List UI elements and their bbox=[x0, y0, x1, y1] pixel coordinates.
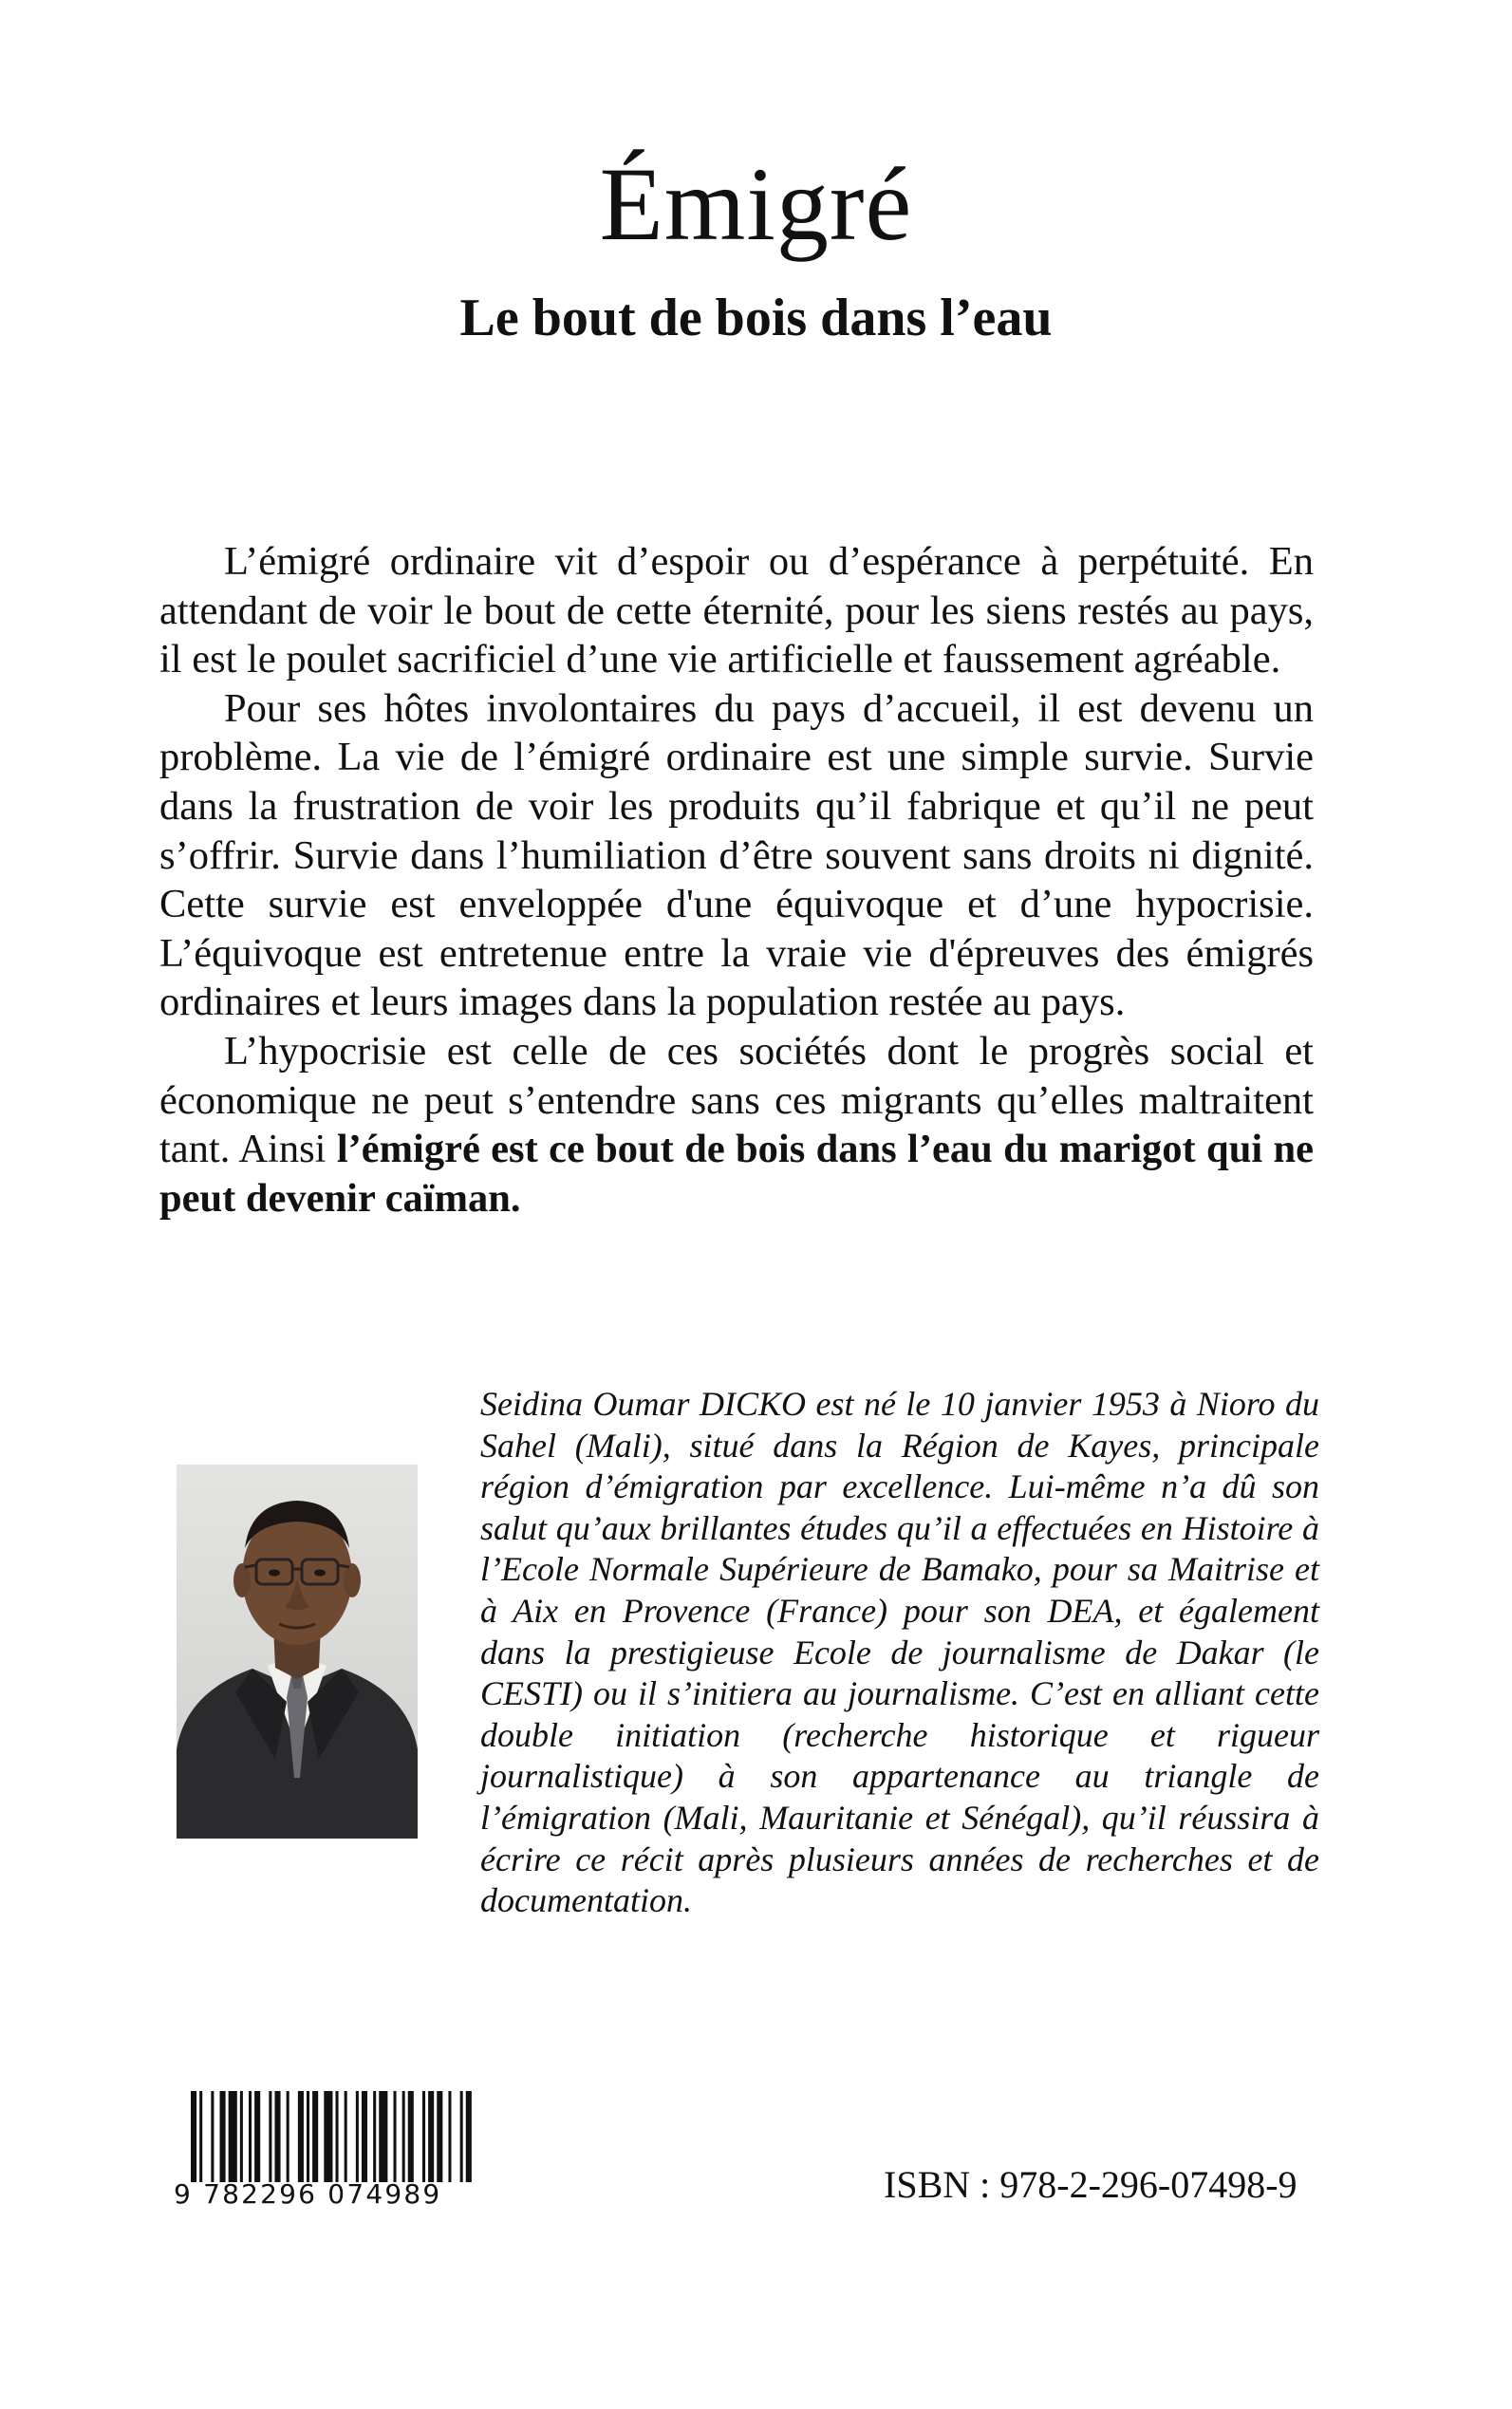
back-cover-blurb bbox=[159, 537, 1314, 1223]
blurb-paragraph-3 bbox=[159, 1027, 1314, 1223]
book-title: Émigré bbox=[599, 146, 913, 262]
isbn-number: ISBN : 978-2-296-07498-9 bbox=[884, 2163, 1297, 2206]
blurb-paragraph-2: Pour ses hôtes involontaires du pays d’accueil, il est devenu un problème. La vie de l’émigré ordinaire est une simple survie. Survie dans la frustration de voir les produits qu’il fabrique et qu’il ne peut s’offrir. Survie dans l’humiliation d’être souvent sans droits ni dignité. Cette survie est enveloppée d'une équivoque et d’une hypocrisie. L’équivoque est entretenue entre la vraie vie d'épreuves des émigrés ordinaires et leurs images dans la population restée au pays. bbox=[159, 685, 1314, 1025]
book-subtitle: Le bout de bois dans l’eau bbox=[459, 289, 1053, 347]
author-photo bbox=[177, 1465, 418, 1839]
author-biography: Seidina Oumar DICKO est né le 10 janvier 1953 à Nioro du Sahel (Mali), situé dans la Région de Kayes, principale région d’émigration par excellence. Lui-même n’a dû son salut qu’aux brillantes études qu’il a effectuées en Histoire à l’Ecole Normale Supérieure de Bamako, pour sa Maitrise et à Aix en Provence (France) pour son DEA, et également dans la prestigieuse Ecole de journalisme de Dakar (le CESTI) ou il s’initiera au journalisme. C’est en alliant cette double initiation (recherche historique et rigueur journalistique) à son appartenance au triangle de l’émigration (Mali, Mauritanie et Sénégal), qu’il réussira à écrire ce récit après plusieurs années de recherches et de documentation. bbox=[480, 1385, 1319, 1920]
author-portrait-icon bbox=[177, 1465, 418, 1839]
blurb-paragraph-1: L’émigré ordinaire vit d’espoir ou d’espérance à perpétuité. En attendant de voir le bout de cette éternité, pour les siens restés au pays, il est le poulet sacrificiel d’une vie artificielle et faussement agréable. bbox=[159, 539, 1314, 682]
blurb-paragraph-3-text: L’hypocrisie est celle de ces sociétés dont le progrès social et économique ne peut s’entendre sans ces migrants qu’elles maltraitent tant. Ainsi bbox=[159, 1028, 1314, 1172]
blurb-closing-statement: l’émigré est ce bout de bois dans l’eau du marigot qui ne peut devenir caïman. bbox=[159, 1127, 1314, 1221]
barcode-bars-icon bbox=[174, 2091, 475, 2182]
barcode bbox=[174, 2091, 475, 2209]
barcode-digits: 9 782296 074989 bbox=[174, 2178, 442, 2210]
